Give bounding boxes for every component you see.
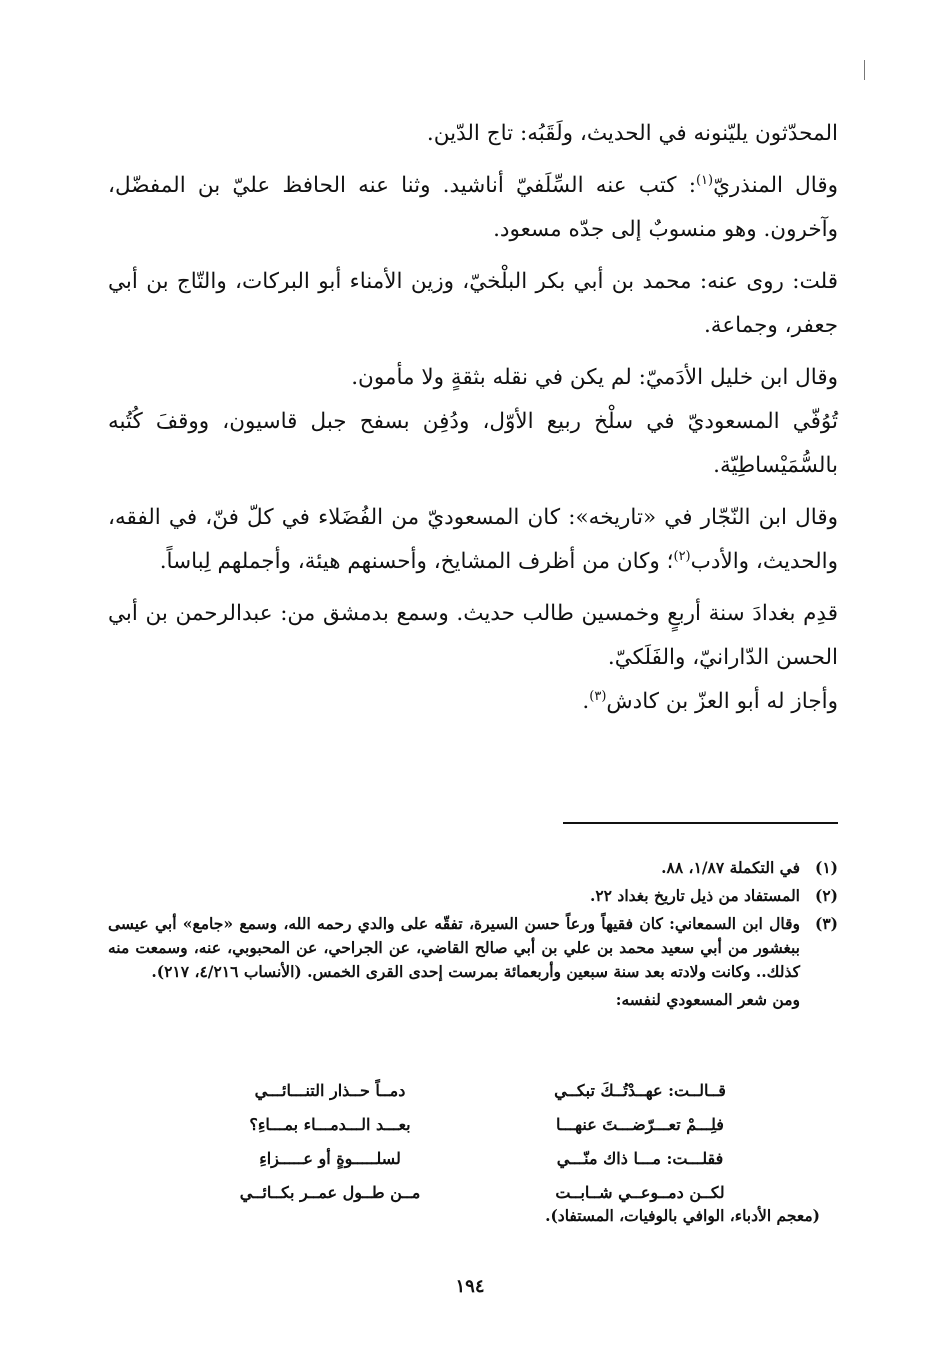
poem	[190, 1074, 780, 1210]
paragraph: قلت: روى عنه: محمد بن أبي بكر البلْخيّ، وزين الأمناء أبو البركات، والتّاج بن أبي جعفر، وجماعة.	[108, 269, 838, 338]
verse-first-hemistich: لكــن دمــوعــي شــابــت	[555, 1183, 725, 1202]
paragraph: قدِم بغدادَ سنة أربعٍ وخمسين طالب حديث. وسمع بدمشق من: عبدالرحمن بن أبي الحسن الدّارانيّ، والفَلَكيّ.	[108, 601, 838, 670]
paragraph-text: : كتب عنه السِّلَفيّ أناشيد. وثنا عنه الحافظ عليّ بن المفضّل، وآخرون. وهو منسوبٌ إلى جدّه مسعود.	[108, 173, 838, 242]
footnote-text: وقال ابن السمعاني: كان فقيهاً ورعاً حسن السيرة، تفقّه على والدي رحمه الله، وسمع «جامع» أبي عيسى ببغشور من أبي سعيد محمد بن علي بن أبي صالح القاضي، عن الجراحي، عن المحبوبي، عنه، وسمعت منه كذلك.. وكانت ولادته بعد سنة سبعين وأربعمائة بمرست إحدى القرى الخمس. (الأنساب ٤/٢١٦، ٢١٧).	[108, 914, 800, 981]
paragraph-text: ؛ وكان من أظرف المشايخ، وأحسنهم هيئة، وأجملهم لِباساً.	[159, 549, 674, 574]
verse-first-hemistich: فقلـــت: مـــا ذاك منّـــي	[556, 1149, 724, 1168]
verse-line	[190, 1176, 780, 1210]
verse-second-hemistich: بعـــد الـــدمـــاء بمـــاءِ؟	[249, 1115, 411, 1134]
footnote-ref: (٣)	[589, 688, 607, 704]
footnote-text: المستفاد من ذيل تاريخ بغداد ٢٢.	[589, 886, 800, 905]
footnote-ref: (١)	[695, 172, 714, 188]
verse-first-hemistich: قــالــت: عهــدْتُــكَ تبكــي	[554, 1081, 726, 1100]
verse-second-hemistich: لسلـــــوةٍ أو عـــــزاءِ	[259, 1149, 401, 1168]
footnote-ref: (٢)	[673, 548, 691, 564]
verse-line	[190, 1108, 780, 1142]
verse-line	[190, 1074, 780, 1108]
paragraph-text: .	[582, 689, 590, 714]
paragraph: تُوُفّي المسعوديّ في سلْخ ربيع الأوّل، ودُفِن بسفح جبل قاسيون، ووقفَ كُتُبه بالسُّمَيْساطِيّة.	[108, 409, 838, 478]
footnotes	[108, 856, 838, 1012]
verse-second-hemistich: دمــاً حــذار التنـــائـــي	[254, 1081, 406, 1100]
source-citation: (معجم الأدباء، الوافي بالوفيات، المستفاد).	[545, 1206, 820, 1225]
paragraph	[108, 680, 838, 724]
poem-intro: ومن شعر المسعودي لنفسه:	[615, 990, 800, 1009]
verse-line	[190, 1142, 780, 1176]
footnote-number: (٣)	[814, 914, 838, 933]
paragraph	[108, 164, 838, 252]
paragraph-text: وأجاز له أبو العزّ بن كادش	[606, 689, 838, 714]
footnote	[108, 912, 838, 984]
footnote-number: (١)	[814, 858, 838, 877]
footnote-text: في التكملة ١/٨٧، ٨٨.	[661, 858, 800, 877]
footnote	[108, 856, 838, 880]
paragraph-text: وقال المنذريّ	[713, 173, 838, 198]
main-text	[108, 112, 838, 732]
paragraph-text: وقال ابن النّجّار في «تاريخه»: كان المسعوديّ من الفُضَلاء في كلّ فنّ، في الفقه، والحديث، والأدب	[108, 505, 838, 574]
page-number: ١٩٤	[455, 1276, 485, 1297]
verse-second-hemistich: مــن طــول عمــر بكــائــي	[239, 1183, 421, 1202]
footnote-divider	[563, 822, 838, 824]
paragraph	[108, 496, 838, 584]
paragraph: المحدّثون يليّنونه في الحديث، ولَقَبُه: تاج الدّين.	[426, 121, 838, 146]
footnote	[108, 884, 838, 908]
page-edge-mark	[864, 60, 865, 80]
verse-first-hemistich: فلِـــمْ تعـــرّضـــتَ عنهـــا	[556, 1115, 724, 1134]
footnote-number: (٢)	[814, 886, 838, 905]
paragraph: وقال ابن خليل الأدَميّ: لم يكن في نقله بثقةٍ ولا مأمون.	[351, 365, 838, 390]
